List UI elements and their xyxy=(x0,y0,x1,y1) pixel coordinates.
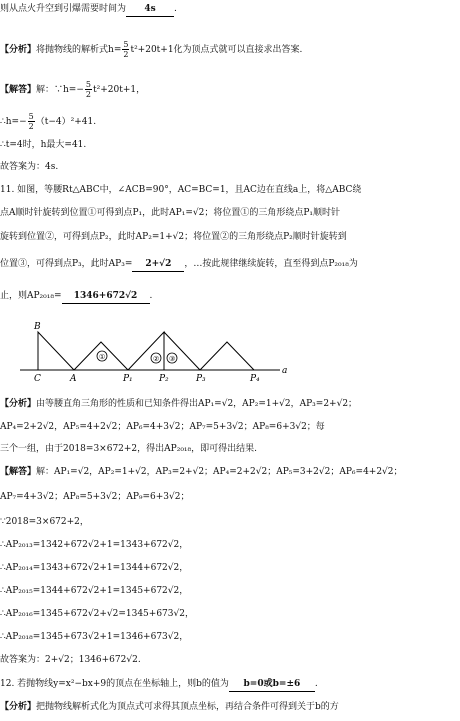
fraction xyxy=(85,80,92,99)
denominator: 2 xyxy=(28,122,34,131)
question-11-text: 11. 如图，等腰Rt△ABC中，∠ACB=90°，AC=BC=1，且AC边在直线a上，将△ABC绕 xyxy=(0,185,362,195)
triangle-abc xyxy=(38,332,74,370)
text-line: ∵2018=3×672+2， xyxy=(0,517,89,527)
text-line: 三个一组，由于2018=3×672+2，得出AP₂₀₁₈，即可得出结果. xyxy=(0,444,258,454)
label-a: A xyxy=(70,374,77,384)
text-line xyxy=(0,257,358,272)
text: t²+20t+1化为顶点式就可以直接求出答案. xyxy=(130,45,303,55)
label-pos2: ② xyxy=(153,355,160,363)
analysis-tag: 【分析】 xyxy=(0,702,37,712)
answer-blank: 2+√2 xyxy=(132,257,184,272)
text-line: 点A顺时针旋转到位置①可得到点P₁，此时AP₁=√2；将位置①的三角形绕点P₁顺时针 xyxy=(0,208,340,218)
fraction xyxy=(122,40,129,59)
triangle-position-4 xyxy=(200,342,254,370)
text-line xyxy=(0,289,152,304)
label-p4: P₄ xyxy=(250,374,260,384)
text: . xyxy=(149,291,153,301)
answer-blank: 1346+672√2 xyxy=(62,289,150,304)
solution-tag: 【解答】 xyxy=(0,85,37,95)
text-line: ∴t=4时，h最大=41. xyxy=(0,140,87,150)
label-b: B xyxy=(34,322,41,332)
text: 止，则AP₂₀₁₈= xyxy=(0,291,62,301)
text: 解：∵h=− xyxy=(36,85,84,95)
triangle-position-2 xyxy=(128,332,164,370)
text-line: ∴AP₂₀₁₄=1343+672√2+1=1344+672√2， xyxy=(0,563,189,573)
text: 12. 若抛物线y=x²−bx+9的顶点在坐标轴上，则b的值为 xyxy=(0,679,229,689)
label-p2: P₂ xyxy=(159,374,169,384)
text: 把抛物线解析式化为顶点式可求得其顶点坐标，再结合条件可得到关于b的方 xyxy=(36,702,339,712)
analysis-tag: 【分析】 xyxy=(0,45,37,55)
text-line: 故答案为：2+√2；1346+672√2. xyxy=(0,655,141,665)
text-line: ∴AP₂₀₁₆=1345+672√2+√2=1345+673√2， xyxy=(0,609,194,619)
triangle-position-3 xyxy=(164,332,200,370)
numerator: 5 xyxy=(123,40,129,49)
answer-blank: b=0或b=±6 xyxy=(229,677,315,692)
text: . xyxy=(174,4,177,14)
text: ∴h=− xyxy=(0,117,27,127)
text: 由等腰直角三角形的性质和已知条件得出AP₁=√2，AP₂=1+√2，AP₃=2+√2； xyxy=(36,399,358,409)
question-12-text xyxy=(0,677,318,692)
label-p3: P₃ xyxy=(196,374,206,384)
text-line: 故答案为：4s. xyxy=(0,162,59,172)
text-line: ∴AP₂₀₁₈=1345+673√2+1=1346+673√2， xyxy=(0,632,189,642)
text-line: ∴AP₂₀₁₃=1342+672√2+1=1343+672√2， xyxy=(0,540,189,550)
text-line xyxy=(0,40,302,59)
text: t²+20t+1， xyxy=(93,85,146,95)
text: 将抛物线的解析式h= xyxy=(36,45,122,55)
numerator: 5 xyxy=(28,112,34,121)
answer-blank: 4s xyxy=(126,2,174,17)
text-line xyxy=(0,465,403,479)
fraction xyxy=(28,112,35,131)
label-pos1: ① xyxy=(99,353,106,361)
text-line xyxy=(0,2,177,17)
text: 解：AP₁=√2，AP₂=1+√2，AP₃=2+√2；AP₄=2+2√2；AP₅=3+2√2；AP₆=4+2√2； xyxy=(36,467,403,477)
text-line xyxy=(0,397,357,411)
text-line: AP₇=4+3√2；AP₈=5+3√2；AP₉=6+3√2； xyxy=(0,492,190,502)
label-pos3: ③ xyxy=(169,355,176,363)
text-line xyxy=(0,700,339,714)
text-line: 旋转到位置②，可得到点P₂，此时AP₂=1+√2；将位置②的三角形绕点P₂顺时针旋转到 xyxy=(0,232,347,242)
label-p1: P₁ xyxy=(123,374,133,384)
text-line xyxy=(0,80,145,99)
analysis-tag: 【分析】 xyxy=(0,399,37,409)
text-line: AP₄=2+2√2，AP₅=4+2√2；AP₆=4+3√2；AP₇=5+3√2；AP₈=6+3√2；每 xyxy=(0,422,325,432)
text: 则从点火升空到引爆需要时间为 xyxy=(0,4,127,14)
text: 位置③，可得到点P₃，此时AP₃= xyxy=(0,259,133,269)
label-line-a: a xyxy=(282,366,288,376)
denominator: 2 xyxy=(123,50,129,59)
solution-tag: 【解答】 xyxy=(0,467,37,477)
denominator: 2 xyxy=(85,90,91,99)
text: . xyxy=(314,679,318,689)
text-line: ∴AP₂₀₁₅=1344+672√2+1=1345+672√2， xyxy=(0,586,189,596)
label-c: C xyxy=(34,374,41,384)
text-line xyxy=(0,112,96,131)
text: （t−4）²+41. xyxy=(35,117,97,127)
rotation-figure xyxy=(20,318,290,386)
numerator: 5 xyxy=(85,80,91,89)
text: ，…按此规律继续旋转，直至得到点P₂₀₁₈为 xyxy=(184,259,358,269)
